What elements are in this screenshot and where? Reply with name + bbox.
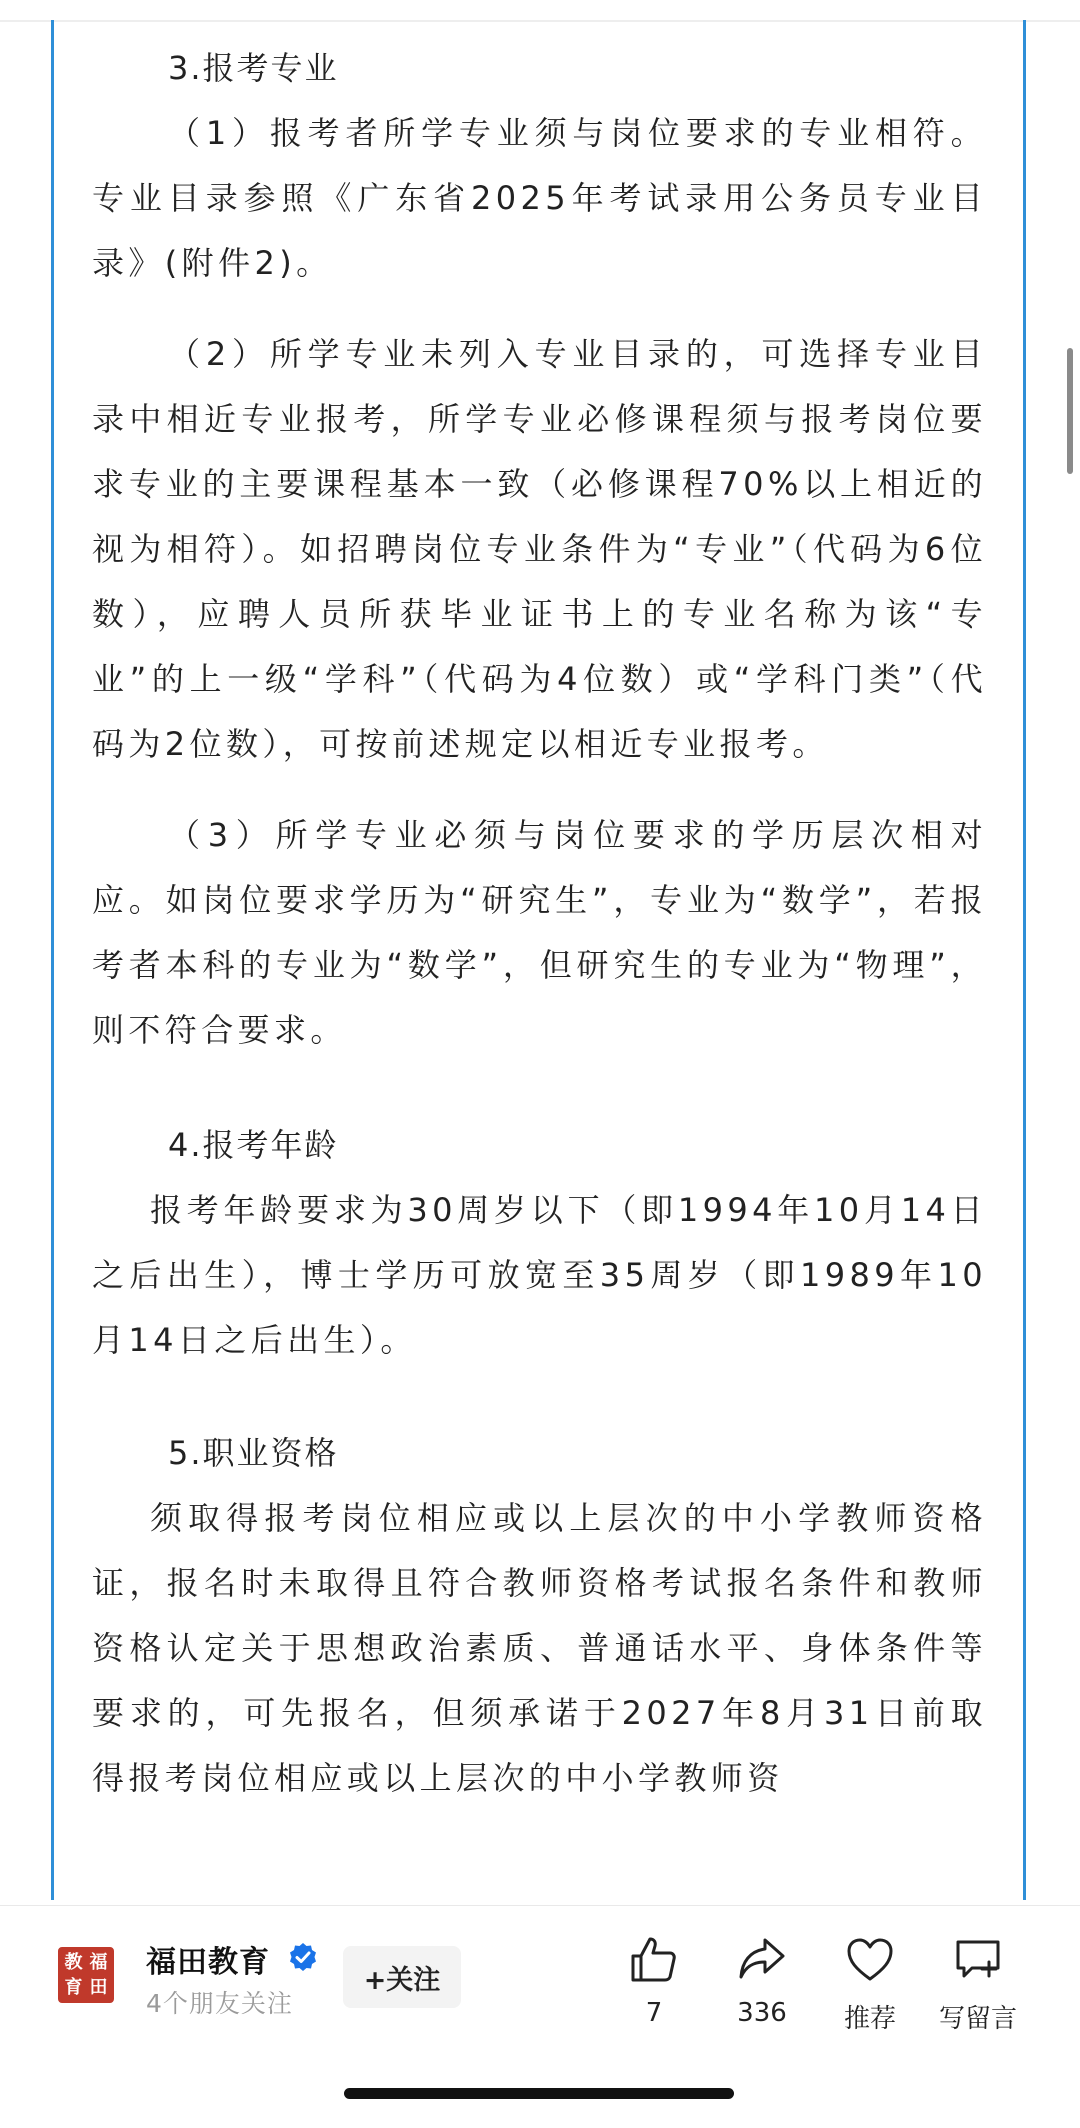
share-count: 336 <box>737 1998 787 2028</box>
follow-button[interactable]: +关注 <box>343 1946 461 2008</box>
section-heading-major: 3.报考专业 <box>168 49 339 87</box>
avatar-char: 田 <box>89 1976 108 1998</box>
paragraph-major-3: （3）所学专业必须与岗位要求的学历层次相对应。如岗位要求学历为“研究生”，专业为“数学”，若报考者本科的专业为“数学”，但研究生的专业为“物理”，则不符合要求。 <box>92 816 987 1049</box>
paragraph-age: 报考年龄要求为30周岁以下（即1994年10月14日之后出生），博士学历可放宽至35周岁（即1989年10月14日之后出生）。 <box>92 1191 987 1359</box>
avatar-char: 育 <box>64 1976 83 1998</box>
avatar-char: 教 <box>64 1951 83 1973</box>
comment-button[interactable] <box>928 1934 1028 2035</box>
scrollbar[interactable] <box>1067 348 1073 474</box>
avatar-char: 福 <box>89 1951 108 1973</box>
recommend-label: 推荐 <box>843 2004 896 2034</box>
like-button[interactable] <box>604 1934 704 2028</box>
paragraph-major-2: （2）所学专业未列入专业目录的，可选择专业目录中相近专业报考，所学专业必修课程须与报考岗位要求专业的主要课程基本一致（必修课程70%以上相近的视为相符）。如招聘岗位专业条件为“专业”（代码为6位数），应聘人员所获毕业证书上的专业名称为该“专业”的上一级“学科”（代码为4位数）或“学科门类”（代码为2位数），可按前述规定以相近专业报考。 <box>92 335 987 763</box>
recommend-button[interactable] <box>820 1934 920 2035</box>
comment-label: 写留言 <box>938 2004 1017 2034</box>
share-button[interactable] <box>712 1934 812 2028</box>
paragraph-major-1: （1）报考者所学专业须与岗位要求的专业相符。专业目录参照《广东省2025年考试录用公务员专业目录》(附件2)。 <box>92 114 987 282</box>
thumbs-up-icon <box>628 1934 680 1986</box>
paragraph-qualification: 须取得报考岗位相应或以上层次的中小学教师资格证，报名时未取得且符合教师资格考试报名条件和教师资格认定关于思想政治素质、普通话水平、身体条件等要求的，可先报名，但须承诺于2027年8月31日前取得报考岗位相应或以上层次的中小学教师资 <box>92 1499 987 1797</box>
home-indicator[interactable] <box>344 2088 734 2099</box>
account-name[interactable]: 福田教育 <box>146 1945 270 1980</box>
share-icon <box>736 1934 788 1986</box>
followers-text: 4个朋友关注 <box>146 1989 293 2018</box>
section-heading-age: 4.报考年龄 <box>168 1126 339 1164</box>
account-avatar[interactable] <box>58 1947 114 2003</box>
heart-icon <box>844 1934 896 1986</box>
article-content <box>92 36 987 1811</box>
section-heading-qualification: 5.职业资格 <box>168 1434 339 1472</box>
verified-icon <box>288 1942 318 1972</box>
like-count: 7 <box>645 1998 663 2028</box>
comment-icon <box>952 1934 1004 1986</box>
